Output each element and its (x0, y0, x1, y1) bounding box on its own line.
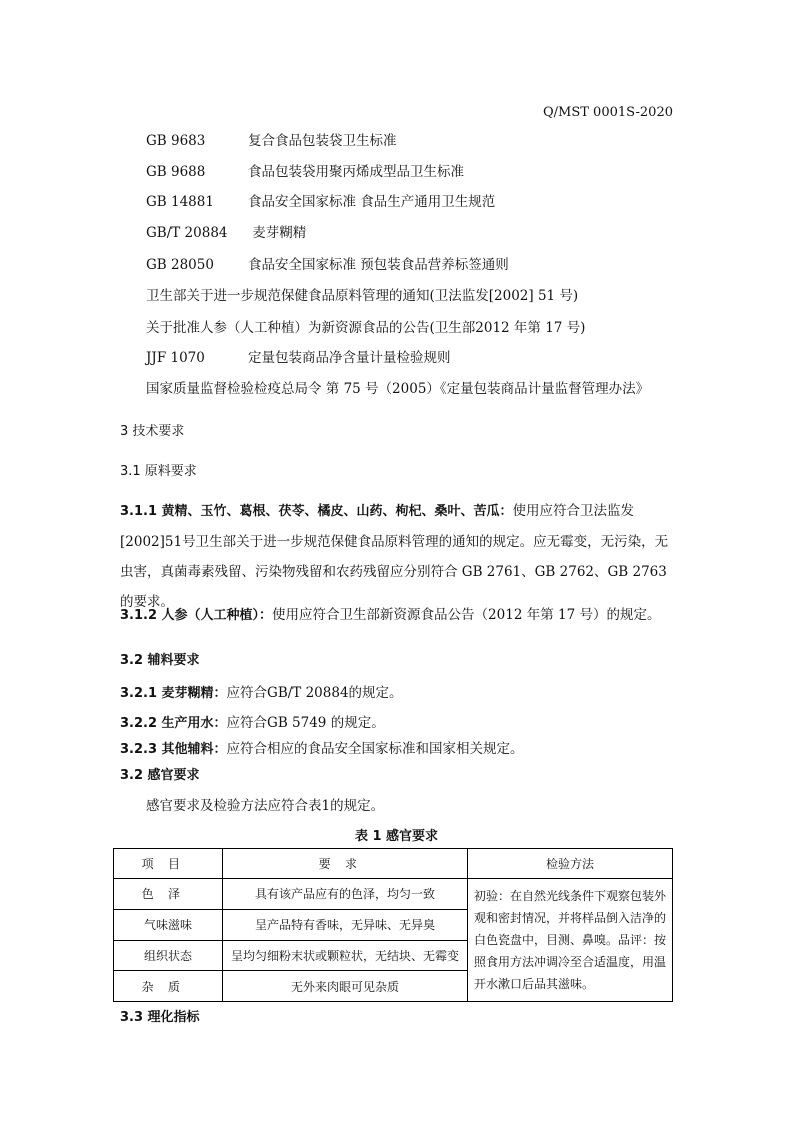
reference-title: 定量包装商品净含量计量检验规则 (248, 350, 451, 366)
clause-text: 应符合相应的食品安全国家标准和国家相关规定。 (226, 741, 524, 757)
reference-code: JJF 1070 (146, 350, 205, 366)
row-item: 色泽 (114, 879, 223, 910)
reference-item (146, 190, 495, 210)
reference-code: GB 9683 (146, 133, 206, 149)
section-heading: 3 技术要求 (120, 424, 185, 439)
row-requirement: 具有该产品应有的色泽，均匀一致 (223, 879, 468, 910)
reference-item (146, 221, 306, 241)
reference-item (146, 253, 509, 273)
reference-title: 麦芽糊精 (248, 225, 307, 241)
table-row (114, 879, 673, 910)
clause-text: 应符合GB/T 20884的规定。 (226, 685, 403, 701)
clause-text: 应符合GB 5749 的规定。 (226, 715, 385, 731)
clause-text: 使用应符合卫生部新资源食品公告（2012 年第 17 号）的规定。 (272, 607, 661, 623)
reference-line: 关于批准人参（人工种植）为新资源食品的公告(卫生部2012 年第 17 号) (146, 320, 586, 336)
reference-title: 食品安全国家标准 食品生产通用卫生规范 (248, 194, 496, 210)
reference-title: 食品安全国家标准 预包装食品营养标签通则 (248, 257, 509, 273)
clause-3-1-2 (120, 600, 672, 631)
clause-lead: 3.2.2 生产用水： (120, 716, 227, 731)
clause-lead: 3.1.2 人参（人工种植）： (120, 608, 273, 623)
clause-3-2-2 (120, 711, 385, 731)
row-item: 气味滋味 (114, 909, 223, 940)
header-method: 检验方法 (468, 849, 673, 879)
reference-code: GB 28050 (146, 257, 214, 273)
section-heading: 3.3 理化指标 (120, 1010, 200, 1025)
document-code: Q/MST 0001S-2020 (543, 105, 673, 120)
clause-text: 使用应符合卫法监发[2002]51号卫生部关于进一步规范保健食品原料管理的通知的规定。应无霉变，无污染，无虫害，真菌毒素残留、污染物残留和农药残留应分别符合 GB 2761、GB 2762、GB 2763 的要求。 (120, 503, 669, 610)
reference-code: GB 9688 (146, 164, 206, 180)
row-item: 组织状态 (114, 940, 223, 971)
table-caption: 表 1 感官要求 (354, 829, 439, 844)
reference-line: 国家质量监督检验检疫总局令 第 75 号（2005）《定量包装商品计量监督管理办法》 (146, 381, 650, 397)
sensory-table (113, 848, 673, 1002)
row-requirement: 呈均匀细粉末状或颗粒状，无结块、无霉变 (223, 940, 468, 971)
section-heading: 3.2 辅料要求 (120, 653, 200, 668)
section-heading: 3.1 原料要求 (120, 464, 197, 479)
clause-lead: 3.1.1 黄精、玉竹、葛根、茯苓、橘皮、山药、枸杞、桑叶、苦瓜： (120, 504, 513, 519)
header-item: 项目 (114, 849, 223, 879)
clause-lead: 3.2.1 麦芽糊精： (120, 686, 227, 701)
header-requirement: 要求 (223, 849, 468, 879)
method-cell: 初验：在自然光线条件下观察包装外观和密封情况，并将样品倒入洁净的白色瓷盘中，目测、鼻嗅。品评：按照食用方法冲调冷至合适温度，用温开水漱口后品其滋味。 (468, 879, 673, 1002)
clause-3-2-3 (120, 737, 524, 757)
clause-3-1-1 (120, 496, 672, 617)
row-item: 杂质 (114, 971, 223, 1002)
clause-lead: 3.2.3 其他辅料： (120, 742, 227, 757)
table-header-row (114, 849, 673, 879)
row-requirement: 呈产品特有香味，无异味、无异臭 (223, 909, 468, 940)
reference-title: 食品包装袋用聚丙烯成型品卫生标准 (248, 164, 464, 180)
clause-3-2-1 (120, 681, 403, 701)
section-heading: 3.2 感官要求 (120, 768, 200, 783)
reference-code: GB 14881 (146, 194, 214, 210)
reference-code: GB/T 20884 (146, 225, 228, 241)
reference-item (146, 160, 464, 180)
row-requirement: 无外来肉眼可见杂质 (223, 971, 468, 1002)
reference-item (146, 346, 451, 366)
reference-title: 复合食品包装袋卫生标准 (248, 133, 397, 149)
intro-text: 感官要求及检验方法应符合表1的规定。 (146, 798, 385, 814)
reference-line: 卫生部关于进一步规范保健食品原料管理的通知(卫法监发[2002] 51 号) (146, 288, 579, 304)
reference-item (146, 129, 397, 149)
